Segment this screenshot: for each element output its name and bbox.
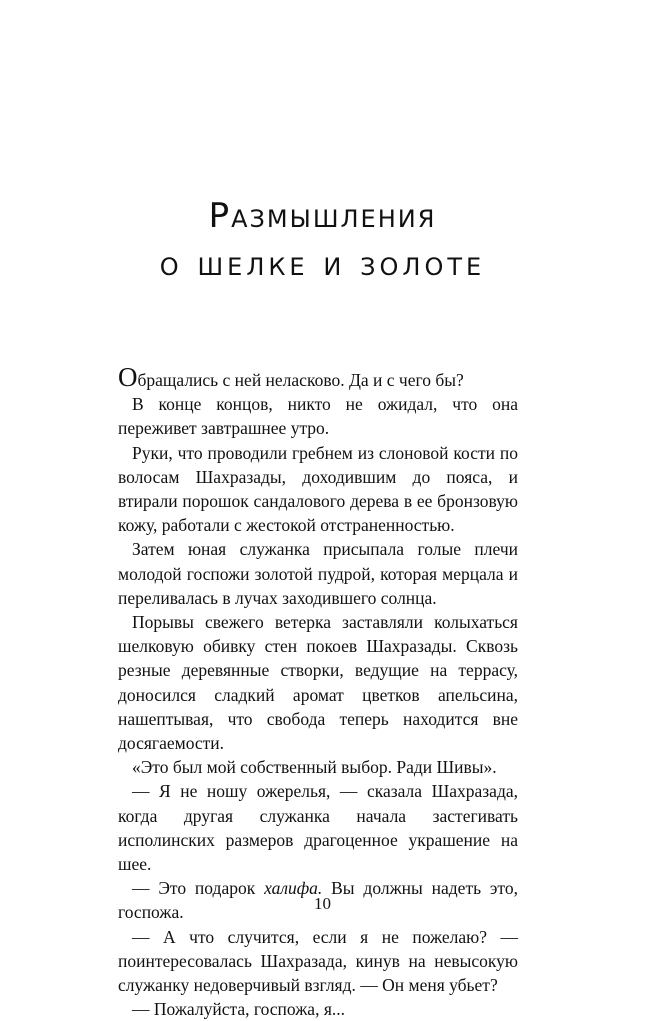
chapter-title-line1: Размышления [208, 196, 437, 236]
paragraph-4: Затем юная служанка присыпала голые плечи молодой госпожи золотой пудрой, которая мерцала и переливалась в лучах заходившего солнца. [118, 539, 518, 608]
paragraph-8-start: — Это подарок [132, 878, 265, 899]
paragraph-6: «Это был мой собственный выбор. Ради Шивы». [132, 757, 497, 778]
paragraph-2: В конце концов, никто не ожидал, что она переживет завтрашнее утро. [118, 394, 518, 439]
paragraph-1-text: бращались с ней неласково. Да и с чего бы? [137, 370, 464, 390]
chapter-body [118, 362, 518, 1021]
paragraph-7: — Я не ношу ожерелья, — сказала Шахразада, когда другая служанка начала застегивать исполинских размеров драгоценное украшение на шее. [118, 781, 518, 875]
paragraph-8-end: Вы должны надеть это, госпожа. [118, 878, 518, 923]
initial-letter: О [118, 362, 138, 392]
paragraph-1 [118, 362, 518, 392]
chapter-title-line2: о шелке и золоте [159, 244, 486, 284]
paragraph-3: Руки, что проводили гребнем из слоновой кости по волосам Шахразады, доходившим до пояса, и втирали порошок сандалового дерева в ее бронзовую кожу, работали с жестокой отстраненностью. [118, 442, 518, 536]
paragraph-9: — А что случится, если я не пожелаю? — поинтересовалась Шахразада, кинув на невысокую служанку недоверчивый взгляд. — Он меня убьет? [118, 926, 518, 996]
paragraph-10: — Пожалуйста, госпожа, я... [132, 999, 345, 1020]
paragraph-8-italic: халифа. [264, 878, 323, 899]
page-number: 10 [314, 894, 331, 913]
paragraph-5: Порывы свежего ветерка заставляли колыхаться шелковую обивку стен покоев Шахразады. Сквозь резные деревянные створки, ведущие на террасу, доносился сладкий аромат цветков апельсина, нашептывая, что свобода теперь находится вне досягаемости. [118, 612, 518, 754]
